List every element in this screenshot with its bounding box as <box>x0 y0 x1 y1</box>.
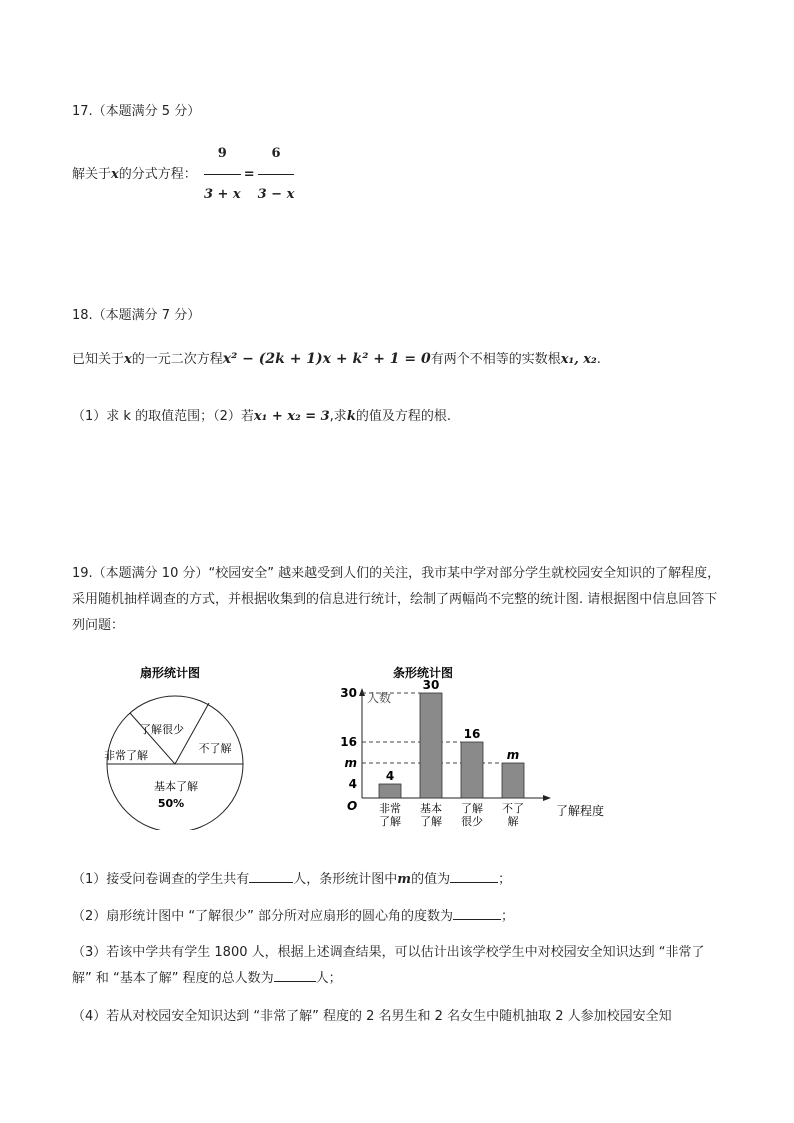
q19-sub1-a: （1）接受问卷调查的学生共有 <box>72 872 250 887</box>
q19-sub3 <box>72 940 722 992</box>
q17-header: 17.（本题满分 5 分） <box>72 104 201 119</box>
bar <box>461 742 483 798</box>
pie-label-basic-percent: 50% <box>157 797 185 810</box>
answer-blank-estimate[interactable] <box>274 969 316 982</box>
pie-label-none: 不了解 <box>198 742 232 755</box>
q18-header: 18.（本题满分 7 分） <box>72 308 201 323</box>
pie-label-very: 非常了解 <box>104 749 148 762</box>
q17-left-fraction <box>204 136 241 213</box>
q19-sub4: （4）若从对校园安全知识达到 “非常了解” 程度的 2 名男生和 2 名女生中随机抽取 2 人参加校园安全知 <box>72 1009 672 1024</box>
q17-var: x <box>111 167 119 182</box>
y-tick-label: m <box>344 756 357 770</box>
y-axis-arrow <box>359 688 365 696</box>
q18-p2: ,求 <box>329 409 347 424</box>
q19-sub1-c: 的值为 <box>411 872 451 887</box>
bar-value-label: m <box>506 748 520 762</box>
origin-label: O <box>347 799 358 813</box>
q18-s2: 的一元二次方程 <box>131 352 223 367</box>
category-label: 非常 <box>379 802 401 815</box>
answer-blank-angle[interactable] <box>453 907 501 920</box>
pie-label-little: 了解很少 <box>140 723 184 736</box>
bar <box>502 763 524 798</box>
q19-intro: 19.（本题满分 10 分）“校园安全” 越来越受到人们的关注，我市某中学对部分学生就校园安全知识的了解程度，采用随机抽样调查的方式，并根据收集到的信息进行统计，绘制了两幅尚不完整的统计图. 请根据图中信息回答下列问题： <box>72 566 721 633</box>
bar-value-label: 4 <box>385 769 395 783</box>
bar <box>379 784 401 798</box>
y-tick-label: 30 <box>340 686 357 700</box>
q17-left-den: 3 + x <box>203 187 241 202</box>
q18-var: x <box>124 352 132 367</box>
bar-value-label: 30 <box>422 678 440 692</box>
y-axis-label: 人数 <box>367 691 392 705</box>
category-label: 很少 <box>461 815 483 828</box>
q18-k: k <box>346 409 356 424</box>
q18-p1: （1）求 k 的取值范围；（2）若 <box>72 409 254 424</box>
category-label: 了解 <box>420 815 442 828</box>
q17-right-den: 3 − x <box>257 187 295 202</box>
y-tick-label: 4 <box>348 777 357 791</box>
q18-s1: 已知关于 <box>72 352 125 367</box>
q19-sub2-a: （2）扇形统计图中 “了解很少” 部分所对应扇形的圆心角的度数为 <box>72 909 454 924</box>
q17-right-fraction <box>258 136 295 213</box>
pie-title: 扇形统计图 <box>139 666 201 680</box>
q17-left-num: 9 <box>204 136 241 175</box>
q18-roots: x₁, x₂ <box>560 352 597 367</box>
q19-sub3-a: （3）若该中学共有学生 1800 人，根据上述调查结果，可以估计出该学校学生中对校园安全知识达到 “非常了解” 和 “基本了解” 程度的总人数为 <box>72 945 705 986</box>
q17-equals: = <box>243 167 255 182</box>
q19-sub2-b: ； <box>501 909 515 924</box>
q18-statement <box>72 348 601 367</box>
category-label: 解 <box>507 815 519 828</box>
answer-blank-total[interactable] <box>249 870 293 883</box>
q19-sub3-b: 人； <box>315 971 342 986</box>
y-tick-label: 16 <box>340 735 357 749</box>
bar <box>420 693 442 798</box>
category-label: 基本 <box>420 802 442 815</box>
q18-s3: 有两个不相等的实数根 <box>430 352 561 367</box>
bar-title: 条形统计图 <box>392 666 454 680</box>
q19-sub2 <box>72 905 514 924</box>
pie-label-basic: 基本了解 <box>154 780 198 793</box>
bar-chart <box>335 660 625 835</box>
q18-equation: x² − (2k + 1)x + k² + 1 = 0 <box>222 351 431 367</box>
q19-sub1-m: m <box>397 872 412 887</box>
q18-p3: 的值及方程的根. <box>355 409 451 424</box>
q19-sub1 <box>72 868 511 887</box>
q19-sub1-d: ； <box>498 872 512 887</box>
q17-right-num: 6 <box>258 136 295 175</box>
pie-chart <box>95 660 255 830</box>
q18-condition: x₁ + x₂ = 3 <box>253 409 330 424</box>
category-label: 了解 <box>461 802 483 815</box>
q18-s4: . <box>596 352 601 367</box>
q18-parts <box>72 405 451 424</box>
bar-value-label: 16 <box>463 727 481 741</box>
category-label: 了解 <box>379 815 401 828</box>
q19-sub1-b: 人，条形统计图中 <box>293 872 398 887</box>
answer-blank-m[interactable] <box>450 870 498 883</box>
q17-intro: 解关于 <box>72 167 112 182</box>
x-axis-label: 了解程度 <box>556 804 605 818</box>
x-axis-arrow <box>543 795 551 801</box>
category-label: 不了 <box>502 802 524 815</box>
q17-statement <box>72 136 297 213</box>
q17-suffix: 的分式方程： <box>118 167 197 182</box>
